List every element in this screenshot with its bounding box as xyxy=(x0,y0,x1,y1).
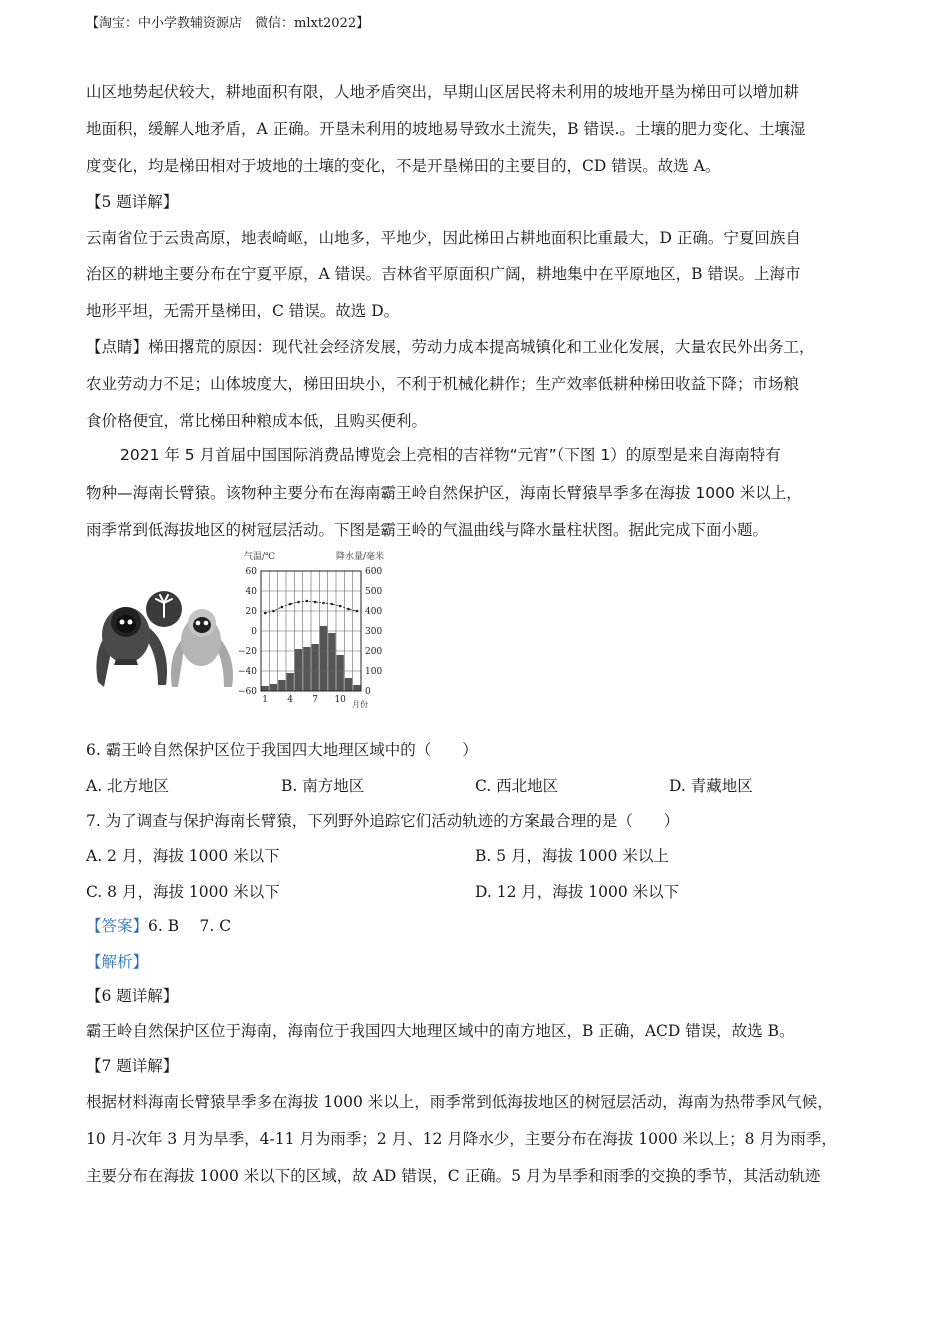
q6-stem: 6. 霸王岭自然保护区位于我国四大地理区域中的（ ） xyxy=(86,741,478,759)
paragraph-line: 霸王岭自然保护区位于海南，海南位于我国四大地理区域中的南方地区，B 正确，ACD 错误，故选 B。 xyxy=(86,1022,795,1040)
q7-option-a[interactable]: A. 2 月，海拔 1000 米以下 xyxy=(86,847,280,865)
precipitation-bar xyxy=(295,649,302,691)
gibbon-mascot-illustration xyxy=(96,591,233,687)
q6-option-d[interactable]: D. 青藏地区 xyxy=(669,777,753,795)
temperature-point xyxy=(347,608,350,611)
temperature-point xyxy=(356,610,359,613)
right-tick-label: 0 xyxy=(365,687,371,697)
temperature-point xyxy=(322,602,325,605)
right-tick-label: 500 xyxy=(365,587,383,597)
figure xyxy=(86,547,406,713)
temperature-point xyxy=(314,601,317,604)
left-tick-label: −40 xyxy=(238,667,257,677)
left-tick-label: 20 xyxy=(245,607,257,617)
temperature-point xyxy=(297,601,300,604)
figure-svg xyxy=(86,547,406,713)
temperature-point xyxy=(331,603,334,606)
right-tick-label: 100 xyxy=(365,667,383,677)
precipitation-bar xyxy=(337,655,344,691)
precipitation-bar xyxy=(278,680,285,691)
paragraph-line: 主要分布在海拔 1000 米以下的区域，故 AD 错误，C 正确。5 月为旱季和雨季的交换的季节，其活动轨迹 xyxy=(86,1167,821,1185)
tip-line: 食价格便宜，常比梯田种粮成本低，且购买便利。 xyxy=(86,412,428,430)
eye xyxy=(120,620,125,625)
temperature-point xyxy=(306,600,309,603)
paragraph-line: 10 月-次年 3 月为旱季，4-11 月为雨季；2 月、12 月降水少，主要分布在海拔 1000 米以上；8 月为雨季， xyxy=(86,1130,837,1148)
x-tick-label: 4 xyxy=(287,695,294,705)
x-tick-label: 7 xyxy=(312,695,319,705)
light-gibbon-face xyxy=(193,617,211,633)
precipitation-bar xyxy=(303,647,310,691)
paragraph-line: 山区地势起伏较大，耕地面积有限，人地矛盾突出，早期山区居民将未利用的坡地开垦为梯田可以增加耕 xyxy=(86,83,800,101)
x-tick-label: 1 xyxy=(262,695,269,705)
q6-detail-heading: 【6 题详解】 xyxy=(86,987,179,1005)
q6-option-b[interactable]: B. 南方地区 xyxy=(281,777,365,795)
left-tick-label: −20 xyxy=(238,647,257,657)
right-tick-label: 400 xyxy=(365,607,383,617)
answer-line xyxy=(86,916,231,936)
page-header: 【淘宝：中小学教辅资源店 微信：mlxt2022】 xyxy=(86,16,370,31)
temperature-point xyxy=(264,612,267,615)
temperature-point xyxy=(272,610,275,613)
paragraph-line: 地形平坦，无需开垦梯田，C 错误。故选 D。 xyxy=(86,302,400,320)
left-axis-label: 气温/℃ xyxy=(244,552,276,562)
temperature-point xyxy=(289,603,292,606)
paragraph-line: 云南省位于云贵高原，地表崎岖，山地多，平地少，因此梯田占耕地面积比重最大，D 正确。宁夏回族自 xyxy=(86,229,801,247)
q6-option-a[interactable]: A. 北方地区 xyxy=(86,777,170,795)
right-axis-label: 降水量/毫米 xyxy=(336,552,385,562)
paragraph-line: 治区的耕地主要分布在宁夏平原，A 错误。吉林省平原面积广阔，耕地集中在平原地区，B 错误。上海市 xyxy=(86,265,801,283)
left-tick-label: 0 xyxy=(251,627,257,637)
x-axis-label: 月份 xyxy=(352,700,368,709)
climate-chart xyxy=(238,550,384,709)
eye xyxy=(128,620,133,625)
tip-line: 【点睛】梯田撂荒的原因：现代社会经济发展，劳动力成本提高城镇化和工业化发展，大量农民外出务工， xyxy=(86,338,815,356)
left-tick-label: 40 xyxy=(245,587,257,597)
precipitation-bar xyxy=(262,686,269,691)
paragraph-line: 地面积，缓解人地矛盾，A 正确。开垦未利用的坡地易导致水土流失，B 错误.。土壤的肥力变化、土壤湿 xyxy=(86,120,806,138)
tip-line: 农业劳动力不足；山体坡度大，梯田田块小，不利于机械化耕作；生产效率低耕种梯田收益下降；市场粮 xyxy=(86,375,800,393)
eye xyxy=(196,621,201,626)
material-line: 雨季常到低海拔地区的树冠层活动。下图是霸王岭的气温曲线与降水量柱状图。据此完成下面小题。 xyxy=(86,521,769,539)
x-tick-label: 10 xyxy=(334,695,346,705)
precipitation-bar xyxy=(328,633,335,691)
dark-gibbon-feet xyxy=(114,659,138,665)
q7-option-c[interactable]: C. 8 月，海拔 1000 米以下 xyxy=(86,883,280,901)
material-line: 2021 年 5 月首届中国国际消费品博览会上亮相的吉祥物“元宵”（下图 1）的原型是来自海南特有 xyxy=(120,446,781,464)
left-tick-label: −60 xyxy=(238,687,257,697)
right-tick-label: 300 xyxy=(365,627,383,637)
material-line: 物种—海南长臂猿。该物种主要分布在海南霸王岭自然保护区，海南长臂猿旱季多在海拔 1000 米以上， xyxy=(86,484,802,502)
answer-label: 【答案】 xyxy=(86,917,149,935)
precipitation-bar xyxy=(320,626,327,691)
analysis-label: 【解析】 xyxy=(86,953,149,971)
q7-detail-heading: 【7 题详解】 xyxy=(86,1057,179,1075)
q7-option-d[interactable]: D. 12 月，海拔 1000 米以下 xyxy=(475,883,680,901)
eye xyxy=(204,621,209,626)
precipitation-bar xyxy=(270,684,277,691)
left-tick-label: 60 xyxy=(245,567,257,577)
right-tick-label: 600 xyxy=(365,567,383,577)
q7-stem: 7. 为了调查与保护海南长臂猿，下列野外追踪它们活动轨迹的方案最合理的是（ ） xyxy=(86,812,680,830)
precipitation-bar xyxy=(353,685,360,691)
right-tick-label: 200 xyxy=(365,647,383,657)
paragraph-line: 根据材料海南长臂猿旱季多在海拔 1000 米以上，雨季常到低海拔地区的树冠层活动，海南为热带季风气候， xyxy=(86,1093,833,1111)
q5-heading: 【5 题详解】 xyxy=(86,193,179,211)
q6-option-c[interactable]: C. 西北地区 xyxy=(475,777,559,795)
answer-text: 6. B 7. C xyxy=(148,917,232,935)
precipitation-bar xyxy=(287,673,294,691)
temperature-point xyxy=(339,605,342,608)
temperature-point xyxy=(281,606,284,609)
dark-gibbon-face xyxy=(116,615,136,633)
paragraph-line: 度变化，均是梯田相对于坡地的土壤的变化，不是开垦梯田的主要目的，CD 错误。故选 A。 xyxy=(86,157,721,175)
q7-option-b[interactable]: B. 5 月，海拔 1000 米以上 xyxy=(475,847,669,865)
precipitation-bar xyxy=(345,678,352,691)
